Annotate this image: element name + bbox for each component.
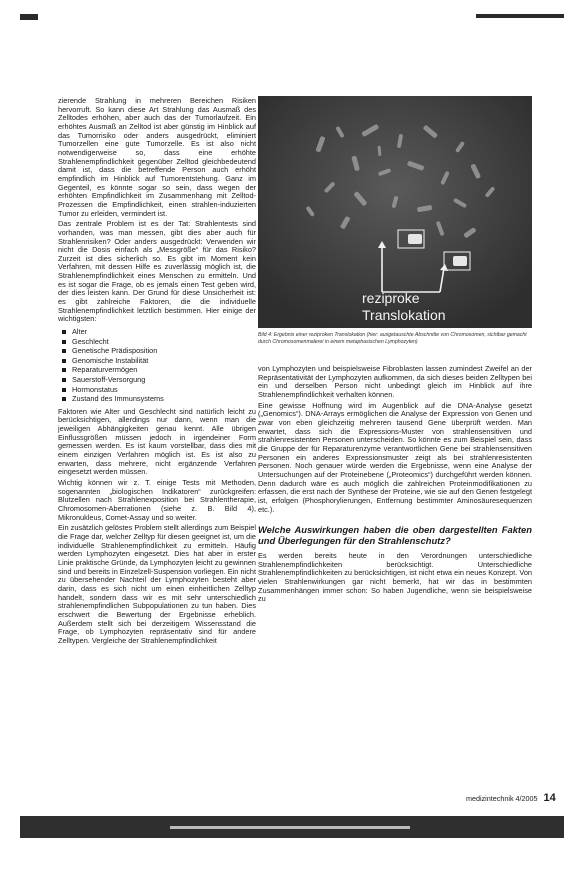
list-item: Sauerstoff-Versorgung bbox=[62, 375, 256, 385]
corner-crop-mark bbox=[20, 14, 38, 20]
section-heading: Welche Auswirkungen haben die oben dargestellten Fakten und Überlegungen für den Strahlenschutz? bbox=[258, 524, 532, 547]
paragraph: Wichtig können wir z. T. einige Tests mit Methoden, sogenannten „biologischen Indikatoren“ zurückgreifen: Blutzellen nach Strahlenexposition bei Strahlentherapie, Chromosomen-Aberrationen (siehe z. B. Bild 4), Mikronukleus, Comet-Assay und so weiter. bbox=[58, 478, 256, 522]
paragraph: Das zentrale Problem ist es der Tat: Strahlentests sind vorhanden, was man messen, gibt dies aber auch für Strahlenrisiken? Oder anders ausgedrückt: Verwenden wir nicht die Dosis einfach als „Messgröße“ für das Risiko? Zurzeit ist dies sicherlich so. Es gibt im Moment kein Verfahren, mit dessen Hilfe es zuverlässig möglich ist, die Strahlenempfindlichkeit eines Menschen zu ermitteln. Und es ist sogar die Frage, ob es jemals einen Test geben wird, der dies leisten kann. Der Grund für diese Unsicherheit ist: es gibt zahlreiche Faktoren, die die individuelle Strahlenempfindlichkeit letztlich bestimmen. Hier einige der wichtigsten: bbox=[58, 219, 256, 324]
factor-list bbox=[58, 327, 256, 404]
chromosome-micrograph bbox=[258, 96, 532, 328]
paragraph: von Lymphozyten und beispielsweise Fibroblasten lassen zumindest Zweifel an der Repräsentativität der Lymphozyten aufkommen, da sich dieses beiden Zelltypen bei ein und derselben Person nicht unbedingt gleich im Hinblick auf ihre Strahlenempfindlichkeit verhalten können. bbox=[258, 364, 532, 399]
list-item: Reparaturvermögen bbox=[62, 365, 256, 375]
list-item: Geschlecht bbox=[62, 337, 256, 347]
page-footer bbox=[466, 792, 556, 804]
header-rule bbox=[476, 14, 564, 18]
bottom-decorative-band bbox=[20, 816, 564, 838]
figure-label-line2: Translokation bbox=[362, 307, 446, 323]
paragraph: Ein zusätzlich gelöstes Problem stellt allerdings zum Beispiel die Frage dar, welcher Zelltyp für diesen geeignet ist, um die individuelle Strahlenempfindlichkeit zu ermitteln. Häufig werden Lymphozyten eingesetzt. Dies hat aber in erster Linie praktische Gründe, da Lymphozyten leicht zu gewinnen sind und bereits in Einzelzell-Suspension vorliegen. Ein nicht zu übersehender Nachteil der Lymphozyten besteht aber darin, dass es sich nicht um einen einheitlichen Zelltyp handelt, sondern dass wir es mit sehr unterschiedlich strahlenempfindlichen Subpopulationen zu tun haben. Dies erschwert die Bewertung der Ergebnisse erheblich. Außerdem stellt sich bei derzeitigem Wissensstand die Frage, ob Lymphozyten repräsentativ sind für andere Zelltypen. Vergleiche der Strahlenempfindlichkeit bbox=[58, 523, 256, 645]
list-item: Hormonstatus bbox=[62, 385, 256, 395]
list-item: Genetische Prädisposition bbox=[62, 346, 256, 356]
left-text-column bbox=[58, 97, 256, 648]
list-item: Alter bbox=[62, 327, 256, 337]
list-item: Genomische Instabilität bbox=[62, 356, 256, 366]
right-text-column bbox=[258, 365, 532, 606]
paragraph: Eine gewisse Hoffnung wird im Augenblick auf die DNA-Analyse gesetzt („Genomics“). DNA-Arrays ermöglichen die Analyse der Expression von Genen und zwar von eben gleichzeitig mehreren tausend Gene überprüft werden. Man erwartet, dass sich die Expressions-Muster von strahlensensitiven und strahlenresistenten Personen unterscheiden. So könnte es zum Beispiel sein, dass die Gruppe der für Reparaturenzyme verantwortlichen Gene bei strahlensensitiven Personen ein anderes Expressionsmuster zeigt als bei strahlenresistenten Personen. Noch genauer würde werden die Ergebnisse, wenn eine Analyse der Untersuchungen auf der Proteinebene („Proteomics“) durchgeführt werden können. Denn dadurch wäre es auch möglich die zahlreichen Proteinmodifikationen zu erfassen, die erst nach der Synthese der Proteine, wie sie auf den Genen festgelegt ist, erfolgen (Phosphorylierungen, Entfernung bestimmter Aminosäuresequenzen etc.). bbox=[258, 400, 532, 514]
paragraph: zierende Strahlung in mehreren Bereichen Risiken hervorruft. So kann diese Art Strahlung das Ausmaß des Zelltodes erhöhen, aber auch das der Tumorlaufzeit. Ein erhöhtes Ausmaß an Zelltod ist aber günstig im Hinblick auf das Tumorrisiko oder anders ausgedrückt, eliminiert Tumorzellen eine gute Tumorzelle. Es ist also nicht notwendigerweise so, dass eine erhöhte Strahlenempfindlichkeit gegenüber Zelltod gleichbedeutend damit ist, dass die betreffende Person auch erhöht empfindlich im Hinblick auf Tumorentstehung. Ganz im Gegenteil, es könnte sogar so sein, dass wegen der erhöhten Empfindlichkeit im Zusammenhang mit Zelltod-Prozessen die Empfindlichkeit, einen strahlen-induzierten Tumor zu erleiden, vermindert ist. bbox=[58, 96, 256, 218]
paragraph: Es werden bereits heute in den Verordnungen unterschiedliche Strahlenempfindlichkeiten berücksichtigt. Unterschiedliche Strahlenempfindlichkeiten zu berücksichtigen, ist nicht etwa ein neues Konzept. Von vielen Strahlenwirkungen gar nicht bemerkt, hat wir das in bestimmten Zusammenhängen immer schon: So haben Jugendliche, wenn sie beispielsweise zu bbox=[258, 551, 532, 604]
figure-caption: Bild 4: Ergebnis einer reziproken Translokation (hier: ausgetauschte Abschnitte von Chromosomen, sichtbar gemacht durch Chromosomenmalerei in einem metaphasischen Lymphozyten) bbox=[258, 332, 527, 345]
figure-label-line1: reziproke bbox=[362, 290, 420, 306]
page-number: 14 bbox=[543, 792, 556, 804]
journal-issue: medizintechnik 4/2005 bbox=[466, 794, 538, 803]
list-item: Zustand des Immunsystems bbox=[62, 394, 256, 404]
paragraph: Faktoren wie Alter und Geschlecht sind natürlich leicht zu berücksichtigen, allerdings nur dann, wenn man die jeweiligen Abhängigkeiten genau kennt. Alle übrigen Einflussgrößen müssen jedoch in irgendeiner Form gemessen werden. Es ist kaum vorstellbar, dass dies mit einem einzigen Verfahren möglich ist. Es ist also zu erwarten, dass mehrere, nicht ergänzende Verfahren eingesetzt werden müssen. bbox=[58, 406, 256, 477]
